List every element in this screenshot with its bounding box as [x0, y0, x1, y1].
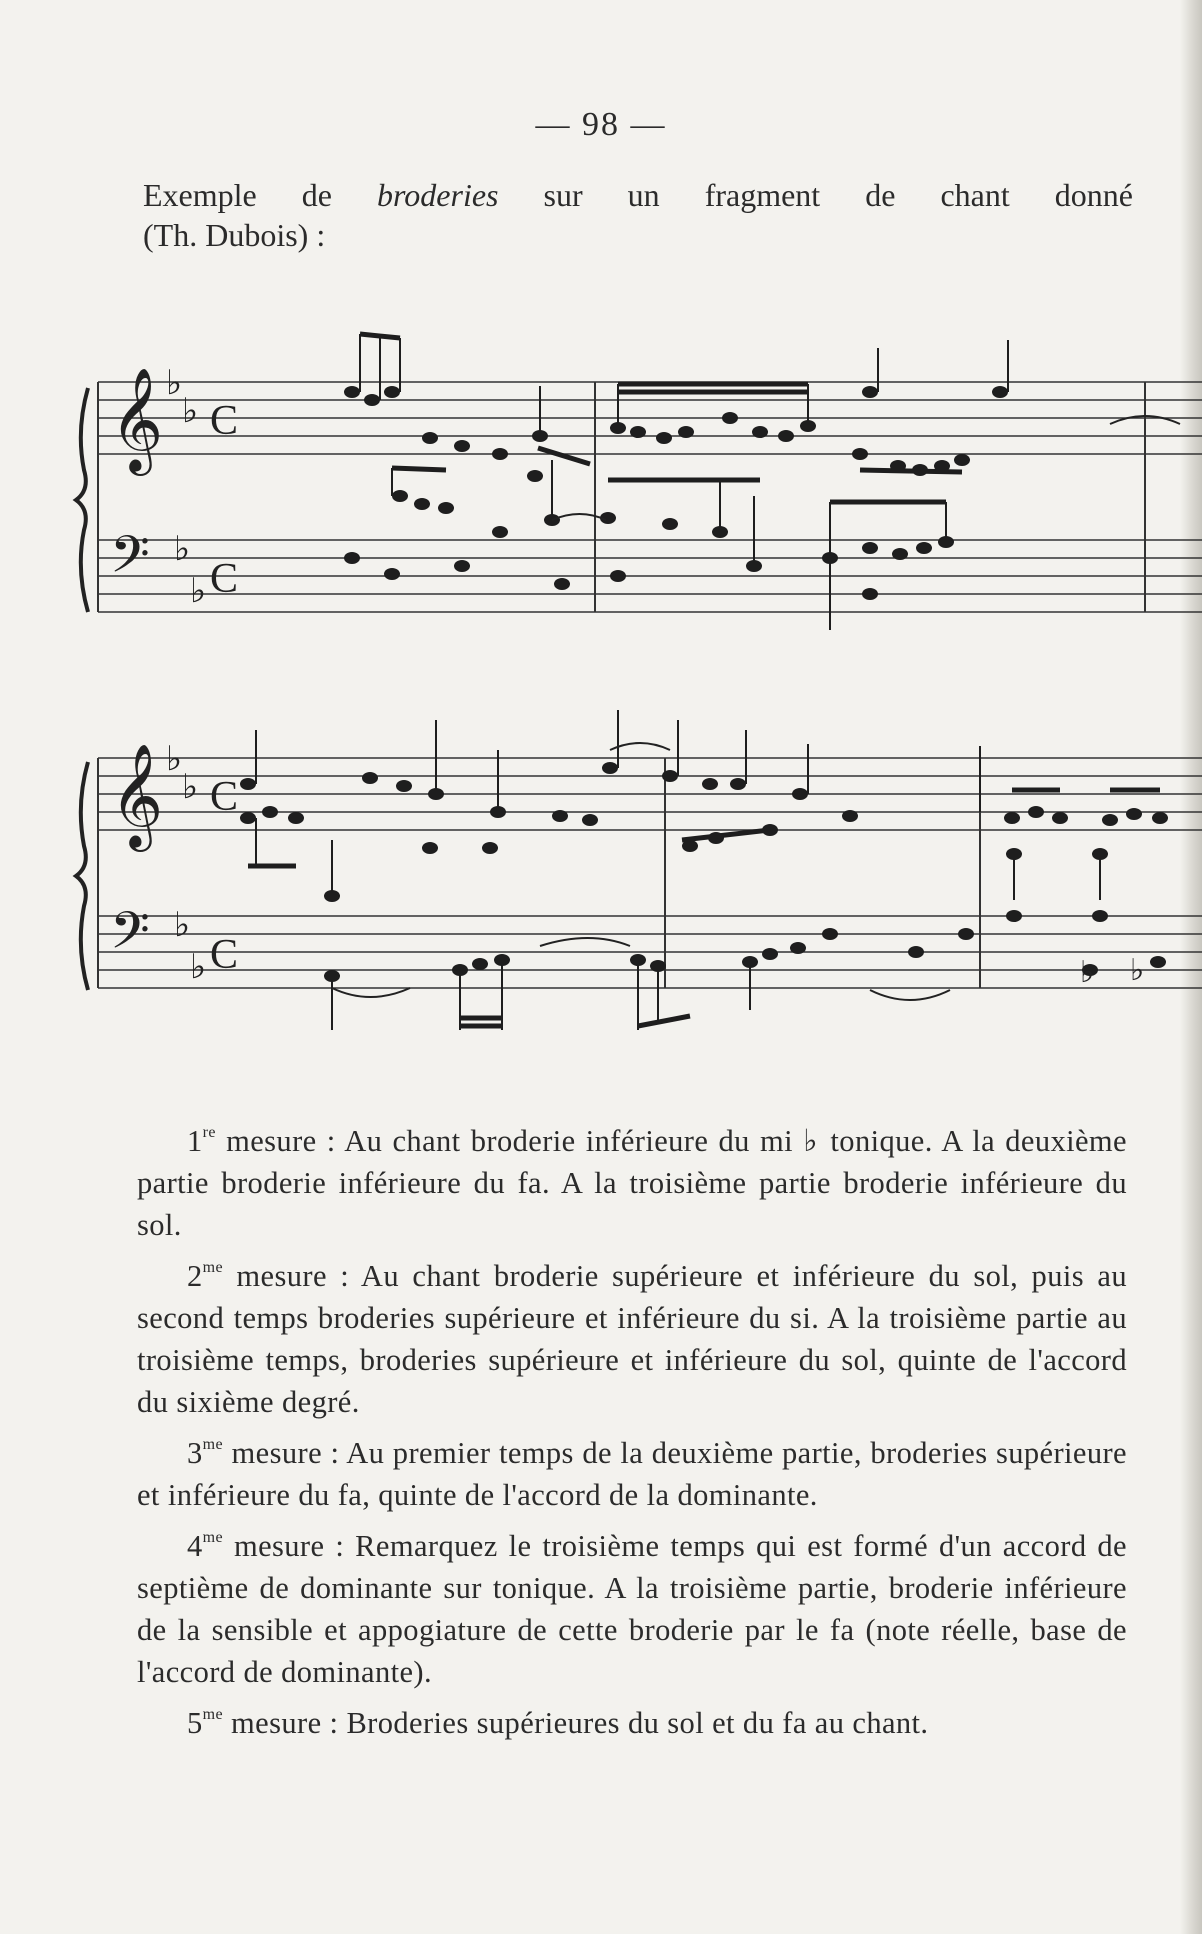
paragraph-measure-5: $5^{me}$ mesure : Broderies supérieures du sol et du fa au chant. [187, 1706, 929, 1740]
music-system-1 [70, 320, 1202, 650]
bass-staff [98, 540, 1202, 612]
svg-text:♭: ♭ [182, 391, 199, 431]
bass-clef-icon: 𝄢 [110, 524, 150, 597]
svg-text:♭: ♭ [174, 905, 191, 945]
flat-icons [1080, 953, 1144, 990]
music-system-2 [70, 690, 1202, 1050]
paragraph-measure-1: 1re mesure : Au chant broderie inférieure du mi ♭ tonique. A la deuxième partie broderie inférieure du fa. A la troisième partie broderie inférieure du sol. [137, 1124, 1127, 1242]
svg-text:♭: ♭ [190, 571, 207, 611]
commentary [137, 1120, 1127, 1753]
italic-term: broderies [377, 177, 499, 213]
svg-text:C: C [210, 774, 239, 820]
svg-text:♭: ♭ [1130, 953, 1145, 988]
svg-text:♭: ♭ [166, 739, 183, 779]
paragraph-measure-2: $2^{me}$ mesure : Au chant broderie supérieure et inférieure du sol, puis au second temps broderies supérieure et inférieure du si. A la troisième partie au troisième temps, broderies supérieure et inférieure du sol, quinte de l'accord du sixième degré. [137, 1259, 1127, 1419]
example-attribution: (Th. Dubois) : [143, 217, 326, 253]
treble-notes [344, 386, 1008, 538]
paragraph-measure-4: $4^{me}$ mesure : Remarquez le troisième temps qui est formé d'un accord de septième de dominante sur tonique. A la troisième partie, broderie inférieure de la sensible et appogiature de cette broderie par le fa (note réelle, base de l'accord de dominante). [137, 1529, 1127, 1689]
bass-clef-icon: 𝄢 [110, 900, 150, 973]
svg-text:♭: ♭ [190, 947, 207, 987]
music-score-1 [70, 320, 1202, 650]
example-intro: Exemple de broderies sur un fragment de chant donné [143, 177, 1134, 213]
time-signature [210, 774, 238, 978]
svg-text:C: C [210, 398, 239, 444]
paragraph-measure-3: $3^{me}$ mesure : Au premier temps de la deuxième partie, broderies supérieure et inférieure du fa, quinte de l'accord de la dominante. [137, 1436, 1127, 1512]
time-signature [210, 398, 238, 602]
bass-notes [344, 526, 954, 600]
treble-staff [98, 758, 1202, 830]
page-number: — 98 — [535, 106, 667, 143]
bass-notes [324, 890, 1166, 982]
svg-text:♭: ♭ [1080, 955, 1095, 990]
system-brace [76, 762, 88, 990]
svg-text:♭: ♭ [166, 363, 183, 403]
treble-clef-icon: 𝄞 [110, 743, 164, 848]
bass-staff [98, 916, 1202, 988]
system-brace [76, 388, 88, 612]
svg-text:♭: ♭ [182, 767, 199, 807]
svg-text:♭: ♭ [174, 529, 191, 569]
treble-clef-icon: 𝄞 [110, 367, 164, 472]
svg-text:C: C [210, 556, 239, 602]
svg-text:C: C [210, 932, 239, 978]
music-score-2 [70, 690, 1202, 1050]
beams [248, 790, 1160, 1026]
